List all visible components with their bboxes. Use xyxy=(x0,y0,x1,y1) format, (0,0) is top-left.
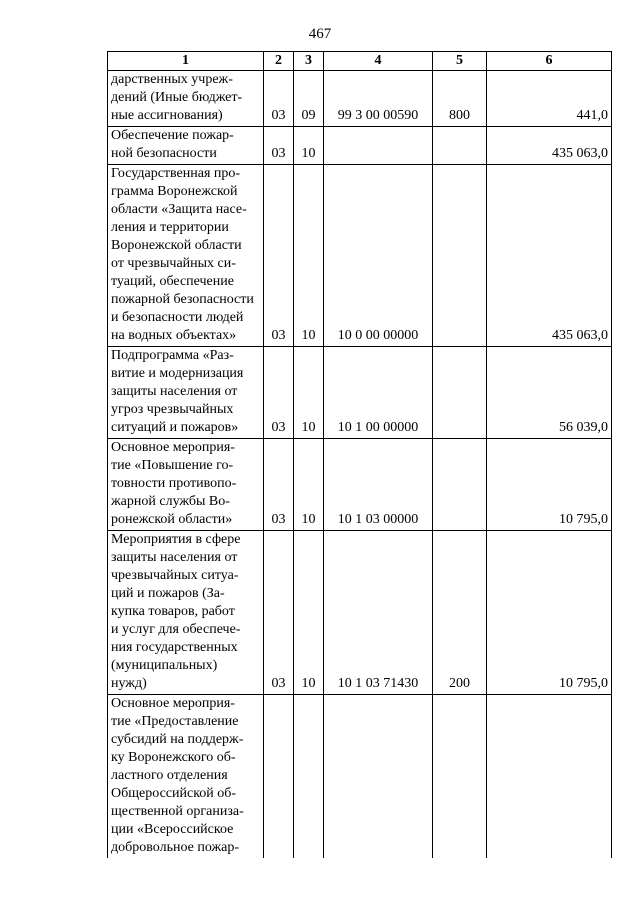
expense-type-cell xyxy=(433,127,487,165)
row-name-line: Государственная про- xyxy=(111,166,241,181)
section-code-cell: 03 xyxy=(264,439,294,531)
table-row xyxy=(108,439,612,531)
row-name-line: ной безопасности xyxy=(111,146,217,161)
row-name-line: защиты населения от xyxy=(111,550,238,565)
row-name-line: добровольное пожар- xyxy=(111,840,240,855)
row-name-line: чрезвычайных ситуа- xyxy=(111,568,239,583)
section-code-cell: 03 xyxy=(264,531,294,695)
table-row xyxy=(108,695,612,859)
row-name-line: ные ассигнования) xyxy=(111,108,223,123)
amount-cell: 10 795,0 xyxy=(487,531,612,695)
table-row xyxy=(108,71,612,127)
target-article-cell: 10 1 00 00000 xyxy=(324,347,433,439)
row-name-cell xyxy=(108,127,264,165)
row-name-line: Обеспечение пожар- xyxy=(111,128,234,143)
row-name-line: Воронежской области xyxy=(111,238,242,253)
row-name-line: ситуаций и пожаров» xyxy=(111,420,239,435)
section-code-cell: 03 xyxy=(264,71,294,127)
row-name-line: и безопасности людей xyxy=(111,310,244,325)
row-name-line: области «Защита насе- xyxy=(111,202,247,217)
section-code-cell: 03 xyxy=(264,347,294,439)
expense-type-cell xyxy=(433,165,487,347)
amount-cell: 435 063,0 xyxy=(487,127,612,165)
amount-cell: 435 063,0 xyxy=(487,165,612,347)
row-name-line: дений (Иные бюджет- xyxy=(111,90,243,105)
row-name-line: товности противопо- xyxy=(111,476,237,491)
subsection-code-cell: 09 xyxy=(294,71,324,127)
column-header: 3 xyxy=(294,52,324,71)
row-name-cell xyxy=(108,347,264,439)
row-name-line: Подпрограмма «Раз- xyxy=(111,348,234,363)
row-name-line: (муниципальных) xyxy=(111,658,218,673)
table-row xyxy=(108,347,612,439)
row-name-line: защиты населения от xyxy=(111,384,238,399)
column-header: 6 xyxy=(487,52,612,71)
column-header: 5 xyxy=(433,52,487,71)
page-number: 467 xyxy=(308,26,332,42)
target-article-cell: 10 0 00 00000 xyxy=(324,165,433,347)
row-name-line: ластного отделения xyxy=(111,768,228,783)
expense-type-cell xyxy=(433,347,487,439)
row-name-line: дарственных учреж- xyxy=(111,72,233,87)
table-header-row xyxy=(108,52,612,71)
subsection-code-cell: 10 xyxy=(294,165,324,347)
row-name-line: угроз чрезвычайных xyxy=(111,402,234,417)
subsection-code-cell: 10 xyxy=(294,439,324,531)
row-name-cell xyxy=(108,165,264,347)
row-name-cell xyxy=(108,439,264,531)
table-row xyxy=(108,531,612,695)
row-name-line: грамма Воронежской xyxy=(111,184,238,199)
row-name-line: ций и пожаров (За- xyxy=(111,586,225,601)
row-name-line: туаций, обеспечение xyxy=(111,274,234,289)
target-article-cell: 10 1 03 71430 xyxy=(324,531,433,695)
subsection-code-cell xyxy=(294,695,324,859)
row-name-cell xyxy=(108,531,264,695)
target-article-cell: 99 3 00 00590 xyxy=(324,71,433,127)
amount-cell: 56 039,0 xyxy=(487,347,612,439)
target-article-cell: 10 1 03 00000 xyxy=(324,439,433,531)
expense-type-cell: 200 xyxy=(433,531,487,695)
row-name-line: ления и территории xyxy=(111,220,229,235)
row-name-line: тие «Предоставление xyxy=(111,714,239,729)
row-name-line: и услуг для обеспече- xyxy=(111,622,241,637)
target-article-cell xyxy=(324,127,433,165)
row-name-line: витие и модернизация xyxy=(111,366,244,381)
row-name-line: щественной организа- xyxy=(111,804,244,819)
section-code-cell: 03 xyxy=(264,127,294,165)
expense-type-cell xyxy=(433,695,487,859)
row-name-cell xyxy=(108,71,264,127)
row-name-line: ронежской области» xyxy=(111,512,233,527)
row-name-line: Мероприятия в сфере xyxy=(111,532,241,547)
column-header: 1 xyxy=(108,52,264,71)
subsection-code-cell: 10 xyxy=(294,531,324,695)
table-row xyxy=(108,165,612,347)
target-article-cell xyxy=(324,695,433,859)
row-name-line: Общероссийской об- xyxy=(111,786,237,801)
row-name-line: Основное мероприя- xyxy=(111,440,235,455)
column-header: 4 xyxy=(324,52,433,71)
amount-cell: 441,0 xyxy=(487,71,612,127)
row-name-cell xyxy=(108,695,264,859)
row-name-line: ку Воронежского об- xyxy=(111,750,236,765)
amount-cell: 10 795,0 xyxy=(487,439,612,531)
row-name-line: пожарной безопасности xyxy=(111,292,254,307)
section-code-cell xyxy=(264,695,294,859)
row-name-line: на водных объектах» xyxy=(111,328,237,343)
expense-type-cell: 800 xyxy=(433,71,487,127)
column-header: 2 xyxy=(264,52,294,71)
subsection-code-cell: 10 xyxy=(294,347,324,439)
amount-cell xyxy=(487,695,612,859)
row-name-line: купка товаров, работ xyxy=(111,604,235,619)
row-name-line: жарной службы Во- xyxy=(111,494,230,509)
row-name-line: Основное мероприя- xyxy=(111,696,235,711)
row-name-line: нужд) xyxy=(111,676,147,691)
row-name-line: ции «Всероссийское xyxy=(111,822,234,837)
subsection-code-cell: 10 xyxy=(294,127,324,165)
section-code-cell: 03 xyxy=(264,165,294,347)
row-name-line: ния государственных xyxy=(111,640,238,655)
row-name-line: тие «Повышение го- xyxy=(111,458,234,473)
budget-table xyxy=(107,51,612,858)
row-name-line: субсидий на поддерж- xyxy=(111,732,244,747)
expense-type-cell xyxy=(433,439,487,531)
table-row xyxy=(108,127,612,165)
row-name-line: от чрезвычайных си- xyxy=(111,256,236,271)
